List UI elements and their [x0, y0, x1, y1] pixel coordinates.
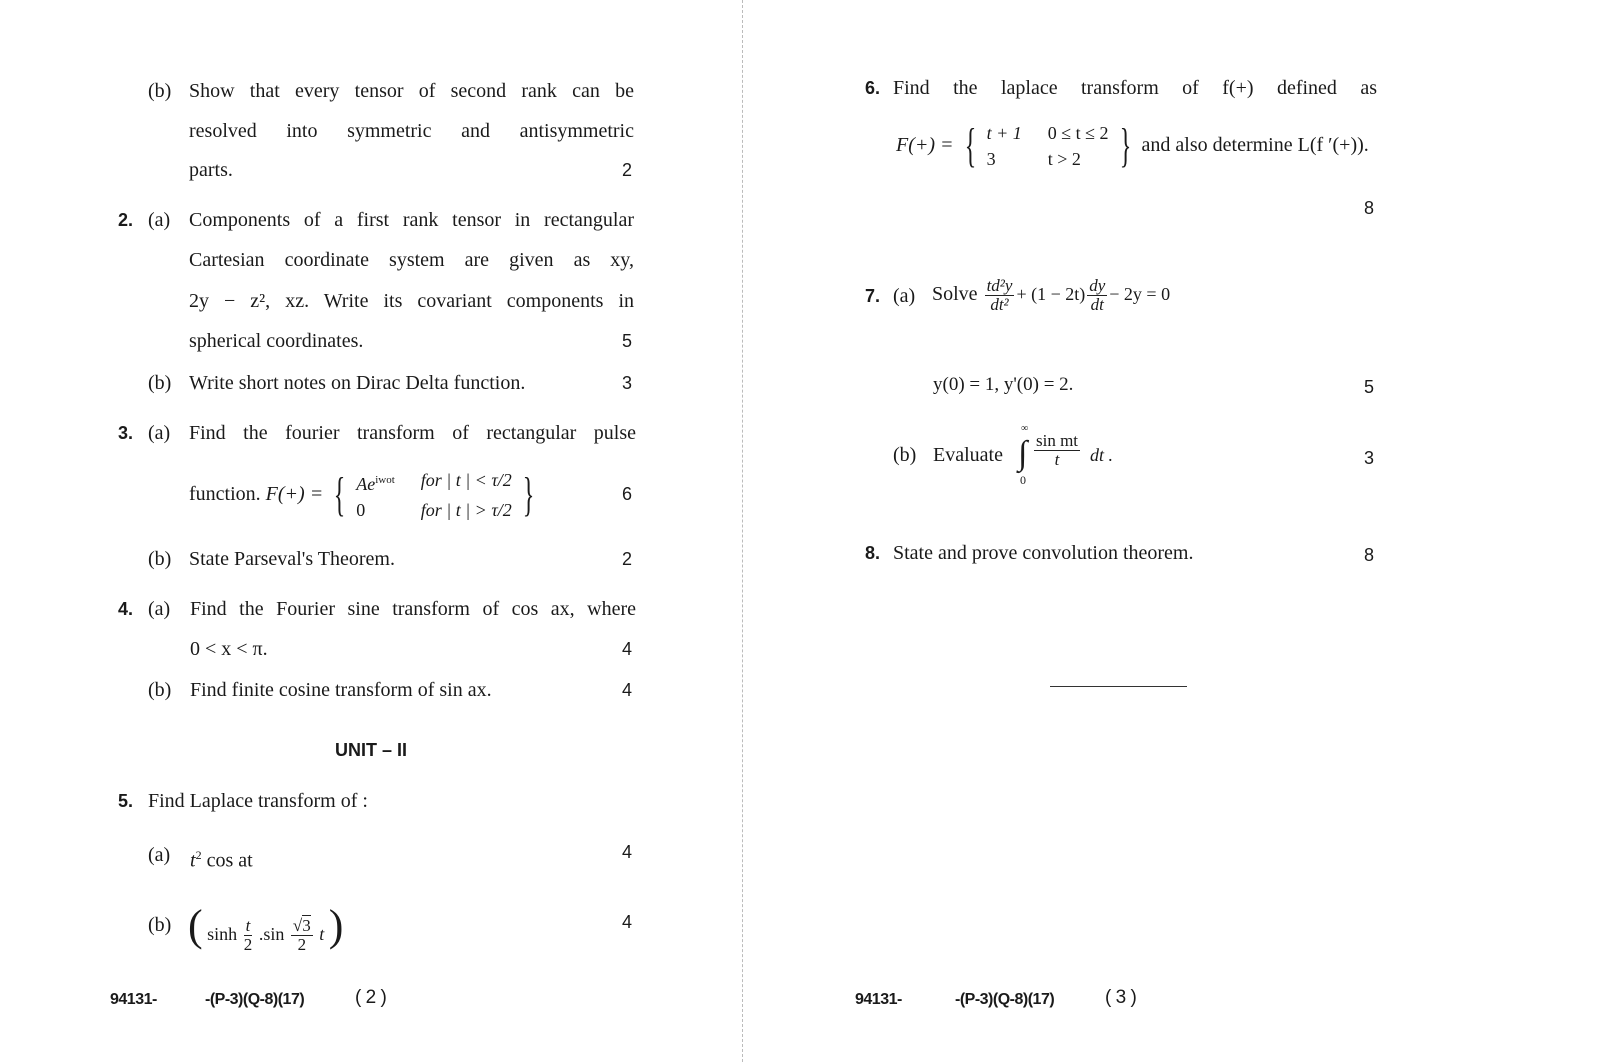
case-exponent: iwot — [375, 474, 395, 487]
end-term: − 2y = 0 — [1109, 284, 1171, 304]
page-number: ( 3 ) — [1105, 987, 1137, 1008]
q3a-cases — [356, 467, 512, 523]
q8-text: State and prove convolution theorem. — [893, 542, 1194, 564]
denominator: dt — [1090, 294, 1104, 314]
q4a-label: (a) — [148, 598, 171, 620]
q4b-label: (b) — [148, 679, 172, 701]
denominator: 2 — [297, 935, 307, 955]
right-brace: } — [1119, 119, 1131, 173]
q6-line: Find the laplace transform of f(+) defined as — [893, 77, 1377, 99]
q3a-equation — [189, 466, 540, 523]
sin: .sin — [258, 924, 285, 944]
q2a-label: (a) — [148, 209, 171, 231]
upper-limit: ∞ — [1021, 423, 1029, 434]
var: t — [319, 924, 325, 944]
fraction — [244, 917, 253, 954]
q7a-label: (a) — [893, 285, 916, 307]
q7a-marks: 5 — [1364, 377, 1375, 397]
case-value: 3 — [986, 149, 996, 170]
radicand: 3 — [302, 916, 311, 936]
fraction — [1034, 432, 1080, 469]
q3a-prefix: function. — [189, 483, 261, 505]
q1b-line: Show that every tensor of second rank can be — [189, 80, 634, 102]
denominator: t — [1054, 450, 1060, 469]
case-value: t + 1 — [986, 123, 1022, 144]
left-brace: { — [333, 468, 346, 522]
footer-series: -(P-3)(Q-8)(17) — [205, 991, 305, 1008]
var: t — [190, 849, 196, 872]
q3b-text: State Parseval's Theorem. — [189, 548, 395, 570]
numerator: t — [245, 916, 251, 936]
q7a-equation — [932, 266, 1170, 322]
q3b-label: (b) — [148, 548, 172, 570]
numerator: √3 — [292, 916, 311, 936]
q2a-line: spherical coordinates. — [189, 330, 364, 352]
q3a-marks: 6 — [622, 484, 633, 504]
q2b-label: (b) — [148, 372, 172, 394]
q3a-label: (a) — [148, 422, 171, 444]
q7a-conditions: y(0) = 1, y'(0) = 2. — [933, 374, 1074, 395]
q4b-text: Find finite cosine transform of sin ax. — [190, 679, 492, 701]
middle-term: + (1 − 2t) — [1016, 284, 1086, 304]
q6-number: 6. — [865, 78, 881, 98]
integral-sign: ∫ — [1018, 435, 1028, 472]
q1b-line: parts. — [189, 159, 233, 181]
fraction — [291, 917, 313, 954]
q1b-marks: 2 — [622, 160, 633, 180]
q6-marks: 8 — [1364, 198, 1375, 218]
page-number: ( 2 ) — [355, 987, 387, 1008]
numerator: dy — [1089, 275, 1106, 295]
solve-word: Solve — [932, 283, 978, 305]
q7b-evaluate: Evaluate — [933, 444, 1003, 466]
q6-tail: and also determine L(f ′(+)). — [1141, 134, 1369, 156]
q4a-line: Find the Fourier sine transform of cos ax, where — [190, 598, 636, 620]
numerator: sin mt — [1036, 431, 1079, 450]
q5-number: 5. — [118, 791, 134, 811]
q6-cases — [987, 120, 1109, 172]
q4a-marks: 4 — [622, 639, 633, 659]
footer-code: 94131- — [855, 991, 902, 1008]
q7b-label: (b) — [893, 444, 917, 466]
q2a-marks: 5 — [622, 331, 633, 351]
q6-lhs: F(+) = — [896, 134, 954, 156]
right-brace: } — [522, 468, 535, 522]
footer-code: 94131- — [110, 991, 157, 1008]
case-condition: for | t | < τ/2 — [420, 470, 512, 491]
fraction — [985, 277, 1015, 314]
q5a-marks: 4 — [622, 842, 633, 862]
q4a-line: 0 < x < π. — [190, 638, 268, 660]
q7-number: 7. — [865, 286, 881, 306]
paren-close: ) — [328, 901, 344, 950]
footer-series: -(P-3)(Q-8)(17) — [955, 991, 1055, 1008]
differential: dt . — [1090, 445, 1114, 465]
q3b-marks: 2 — [622, 549, 633, 569]
q4b-marks: 4 — [622, 680, 633, 700]
q5b-marks: 4 — [622, 912, 633, 932]
page-gutter — [742, 0, 743, 1062]
q2a-line: Components of a first rank tensor in rectangular — [189, 209, 634, 231]
q2-number: 2. — [118, 210, 134, 230]
case-condition: 0 ≤ t ≤ 2 — [1047, 123, 1109, 144]
paren-open: ( — [188, 901, 203, 950]
q3a-lhs: F(+) = — [265, 483, 324, 505]
q8-number: 8. — [865, 543, 881, 563]
left-brace: { — [964, 119, 976, 173]
q3-number: 3. — [118, 423, 134, 443]
q2a-line: Cartesian coordinate system are given as xy, — [189, 249, 634, 271]
exponent: 2 — [195, 848, 202, 862]
numerator: td²y — [986, 275, 1013, 295]
case-value: 0 — [356, 500, 366, 521]
q5b-expression — [188, 896, 343, 964]
case-condition: t > 2 — [1047, 149, 1081, 170]
sinh: sinh — [207, 924, 238, 944]
q5a-expression — [190, 843, 253, 873]
q7b-marks: 3 — [1364, 448, 1375, 468]
q5b-label: (b) — [148, 914, 172, 936]
q2b-text: Write short notes on Dirac Delta function. — [189, 372, 526, 394]
q8-marks: 8 — [1364, 545, 1375, 565]
q2a-line: 2y − z², xz. Write its covariant components in — [189, 290, 634, 312]
denominator: dt² — [990, 294, 1009, 314]
case-value: Ae — [356, 474, 376, 495]
q5-text: Find Laplace transform of : — [148, 790, 368, 812]
q5a-label: (a) — [148, 844, 171, 866]
end-rule — [1050, 686, 1187, 687]
q3a-line: Find the fourier transform of rectangular pulse — [189, 422, 636, 444]
q6-equation — [896, 117, 1369, 173]
denominator: 2 — [243, 935, 253, 955]
q1b-line: resolved into symmetric and antisymmetric — [189, 120, 634, 142]
q7b-integral — [1018, 424, 1138, 490]
case-condition: for | t | > τ/2 — [420, 500, 512, 521]
q2b-marks: 3 — [622, 373, 633, 393]
q4-number: 4. — [118, 599, 134, 619]
q1b-label: (b) — [148, 80, 172, 102]
lower-limit: 0 — [1020, 473, 1026, 487]
unit-heading: UNIT – II — [335, 740, 408, 760]
fraction — [1087, 277, 1107, 314]
expr-rest: cos at — [201, 849, 253, 872]
